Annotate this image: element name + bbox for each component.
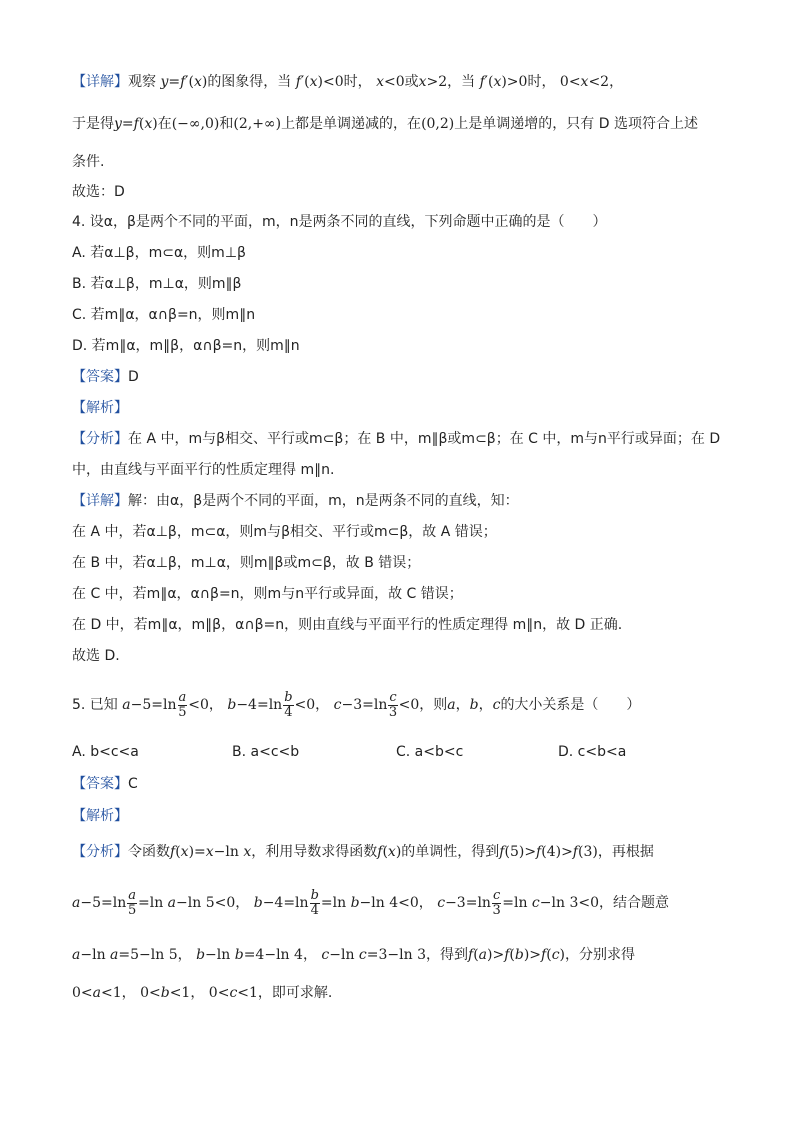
q5-fenxi-line-1: 【分析】令函数f(x)=x−ln x，利用导数求得函数f(x)的单调性，得到f(5)>f(4)>f(3)，再根据: [72, 844, 654, 860]
math: a−5=ln $\frac{a}{5}$ <0: [122, 689, 209, 720]
math: f′(x)<0: [295, 74, 344, 90]
q4-conclusion: 故选 D.: [72, 648, 120, 664]
q4-analysis-tag: 【解析】: [72, 400, 128, 416]
math: a−ln a=5−ln 5: [72, 947, 178, 963]
math: (2,+∞): [233, 116, 282, 132]
q5-stem: 5. 已知 a−5=ln $\frac{a}{5}$ <0， b−4=ln $\frac{b}{4}$ <0， c−3=ln $\frac{c}{3}$ <0，则a，b，c的大小关系是（ ）: [72, 689, 641, 720]
q4-fenxi-line-2: 中，由直线与平面平行的性质定理得 m∥n.: [72, 462, 335, 478]
math: 0<x<2: [559, 74, 610, 90]
math: c−ln c=3−ln 3: [321, 947, 426, 963]
math: f(x): [377, 844, 402, 860]
math: a−5=ln $\frac{a}{5}$ =ln a−ln 5<0: [72, 887, 236, 918]
q5-fenxi-line-4: 0<a<1， 0<b<1， 0<c<1，即可求解.: [72, 985, 333, 1001]
math: x<0: [376, 74, 405, 90]
math: 0<c<1: [208, 985, 258, 1001]
q4-option-d: D. 若m∥α，m∥β，α∩β=n，则m∥n: [72, 338, 300, 354]
q4-detail-line-3: 在 B 中，若α⊥β，m⊥α，则m∥β或m⊂β，故 B 错误；: [72, 555, 421, 571]
q4-answer: 【答案】D: [72, 369, 139, 385]
math: (−∞,0): [171, 116, 220, 132]
q5-option-a: A. b<c<a: [72, 744, 139, 760]
q5-options: [72, 742, 712, 762]
q3-detail-line-3: 条件.: [72, 154, 105, 170]
q3-conclusion: 故选：D: [72, 184, 125, 200]
math: 0<b<1: [140, 985, 191, 1001]
q3-detail-line-2: 于是得y=f(x)在(−∞,0)和(2,+∞)上都是单调递减的，在(0,2)上是单调递增的，只有 D 选项符合上述: [72, 116, 698, 132]
q5-option-b: B. a<c<b: [232, 744, 300, 760]
q5-option-c: C. a<b<c: [396, 744, 464, 760]
math: (0,2): [421, 116, 455, 132]
q4-option-c: C. 若m∥α，α∩β=n，则m∥n: [72, 307, 256, 323]
q4-detail-line-4: 在 C 中，若m∥α，α∩β=n，则m与n平行或异面，故 C 错误；: [72, 586, 463, 602]
q5-analysis-tag: 【解析】: [72, 808, 128, 824]
math: b−4=ln $\frac{b}{4}$ =ln b−ln 4<0: [253, 887, 419, 918]
math: f(5)>f(4)>f(3): [499, 844, 598, 860]
q4-option-a: A. 若α⊥β，m⊂α，则m⊥β: [72, 245, 246, 261]
q4-fenxi-line-1: 【分析】在 A 中，m与β相交、平行或m⊂β；在 B 中，m∥β或m⊂β；在 C 中，m与n平行或异面；在 D: [72, 431, 721, 447]
q5-fenxi-line-2: a−5=ln $\frac{a}{5}$ =ln a−ln 5<0， b−4=ln $\frac{b}{4}$ =ln b−ln 4<0， c−3=ln $\frac{c}{3}$ =ln c−ln 3<0，结合题意: [72, 887, 669, 918]
math: x>2: [418, 74, 448, 90]
q4-stem: 4. 设α，β是两个不同的平面，m，n是两条不同的直线，下列命题中正确的是（ ）: [72, 214, 607, 230]
math: y=f′(x): [160, 74, 208, 90]
math: b−4=ln $\frac{b}{4}$ <0: [227, 689, 316, 720]
math: y=f(x): [114, 116, 158, 132]
math: f(x)=x−ln x: [170, 844, 252, 860]
q5-option-d: D. c<b<a: [558, 744, 627, 760]
q5-fenxi-line-3: a−ln a=5−ln 5， b−ln b=4−ln 4， c−ln c=3−ln 3，得到f(a)>f(b)>f(c)，分别求得: [72, 947, 636, 963]
q4-detail-line-1: 【详解】解：由α，β是两个不同的平面，m，n是两条不同的直线，知：: [72, 493, 519, 509]
math: c−3=ln $\frac{c}{3}$ <0: [333, 689, 420, 720]
math: c−3=ln $\frac{c}{3}$ =ln c−ln 3<0: [437, 887, 599, 918]
q4-detail-line-2: 在 A 中，若α⊥β，m⊂α，则m与β相交、平行或m⊂β，故 A 错误；: [72, 524, 497, 540]
math: 0<a<1: [72, 985, 122, 1001]
detail-tag: 【详解】: [72, 74, 128, 90]
q5-answer: 【答案】C: [72, 776, 138, 792]
math: f(a)>f(b)>f(c): [468, 947, 566, 963]
math: b−ln b=4−ln 4: [196, 947, 303, 963]
q4-option-b: B. 若α⊥β，m⊥α，则m∥β: [72, 276, 242, 292]
q3-detail-line-1: 【详解】观察 y=f′(x)的图象得，当 f′(x)<0时， x<0或x>2，当 f′(x)>0时， 0<x<2，: [72, 74, 624, 90]
math: f′(x)>0: [479, 74, 528, 90]
q4-detail-line-5: 在 D 中，若m∥α，m∥β，α∩β=n，则由直线与平面平行的性质定理得 m∥n，故 D 正确.: [72, 617, 623, 633]
